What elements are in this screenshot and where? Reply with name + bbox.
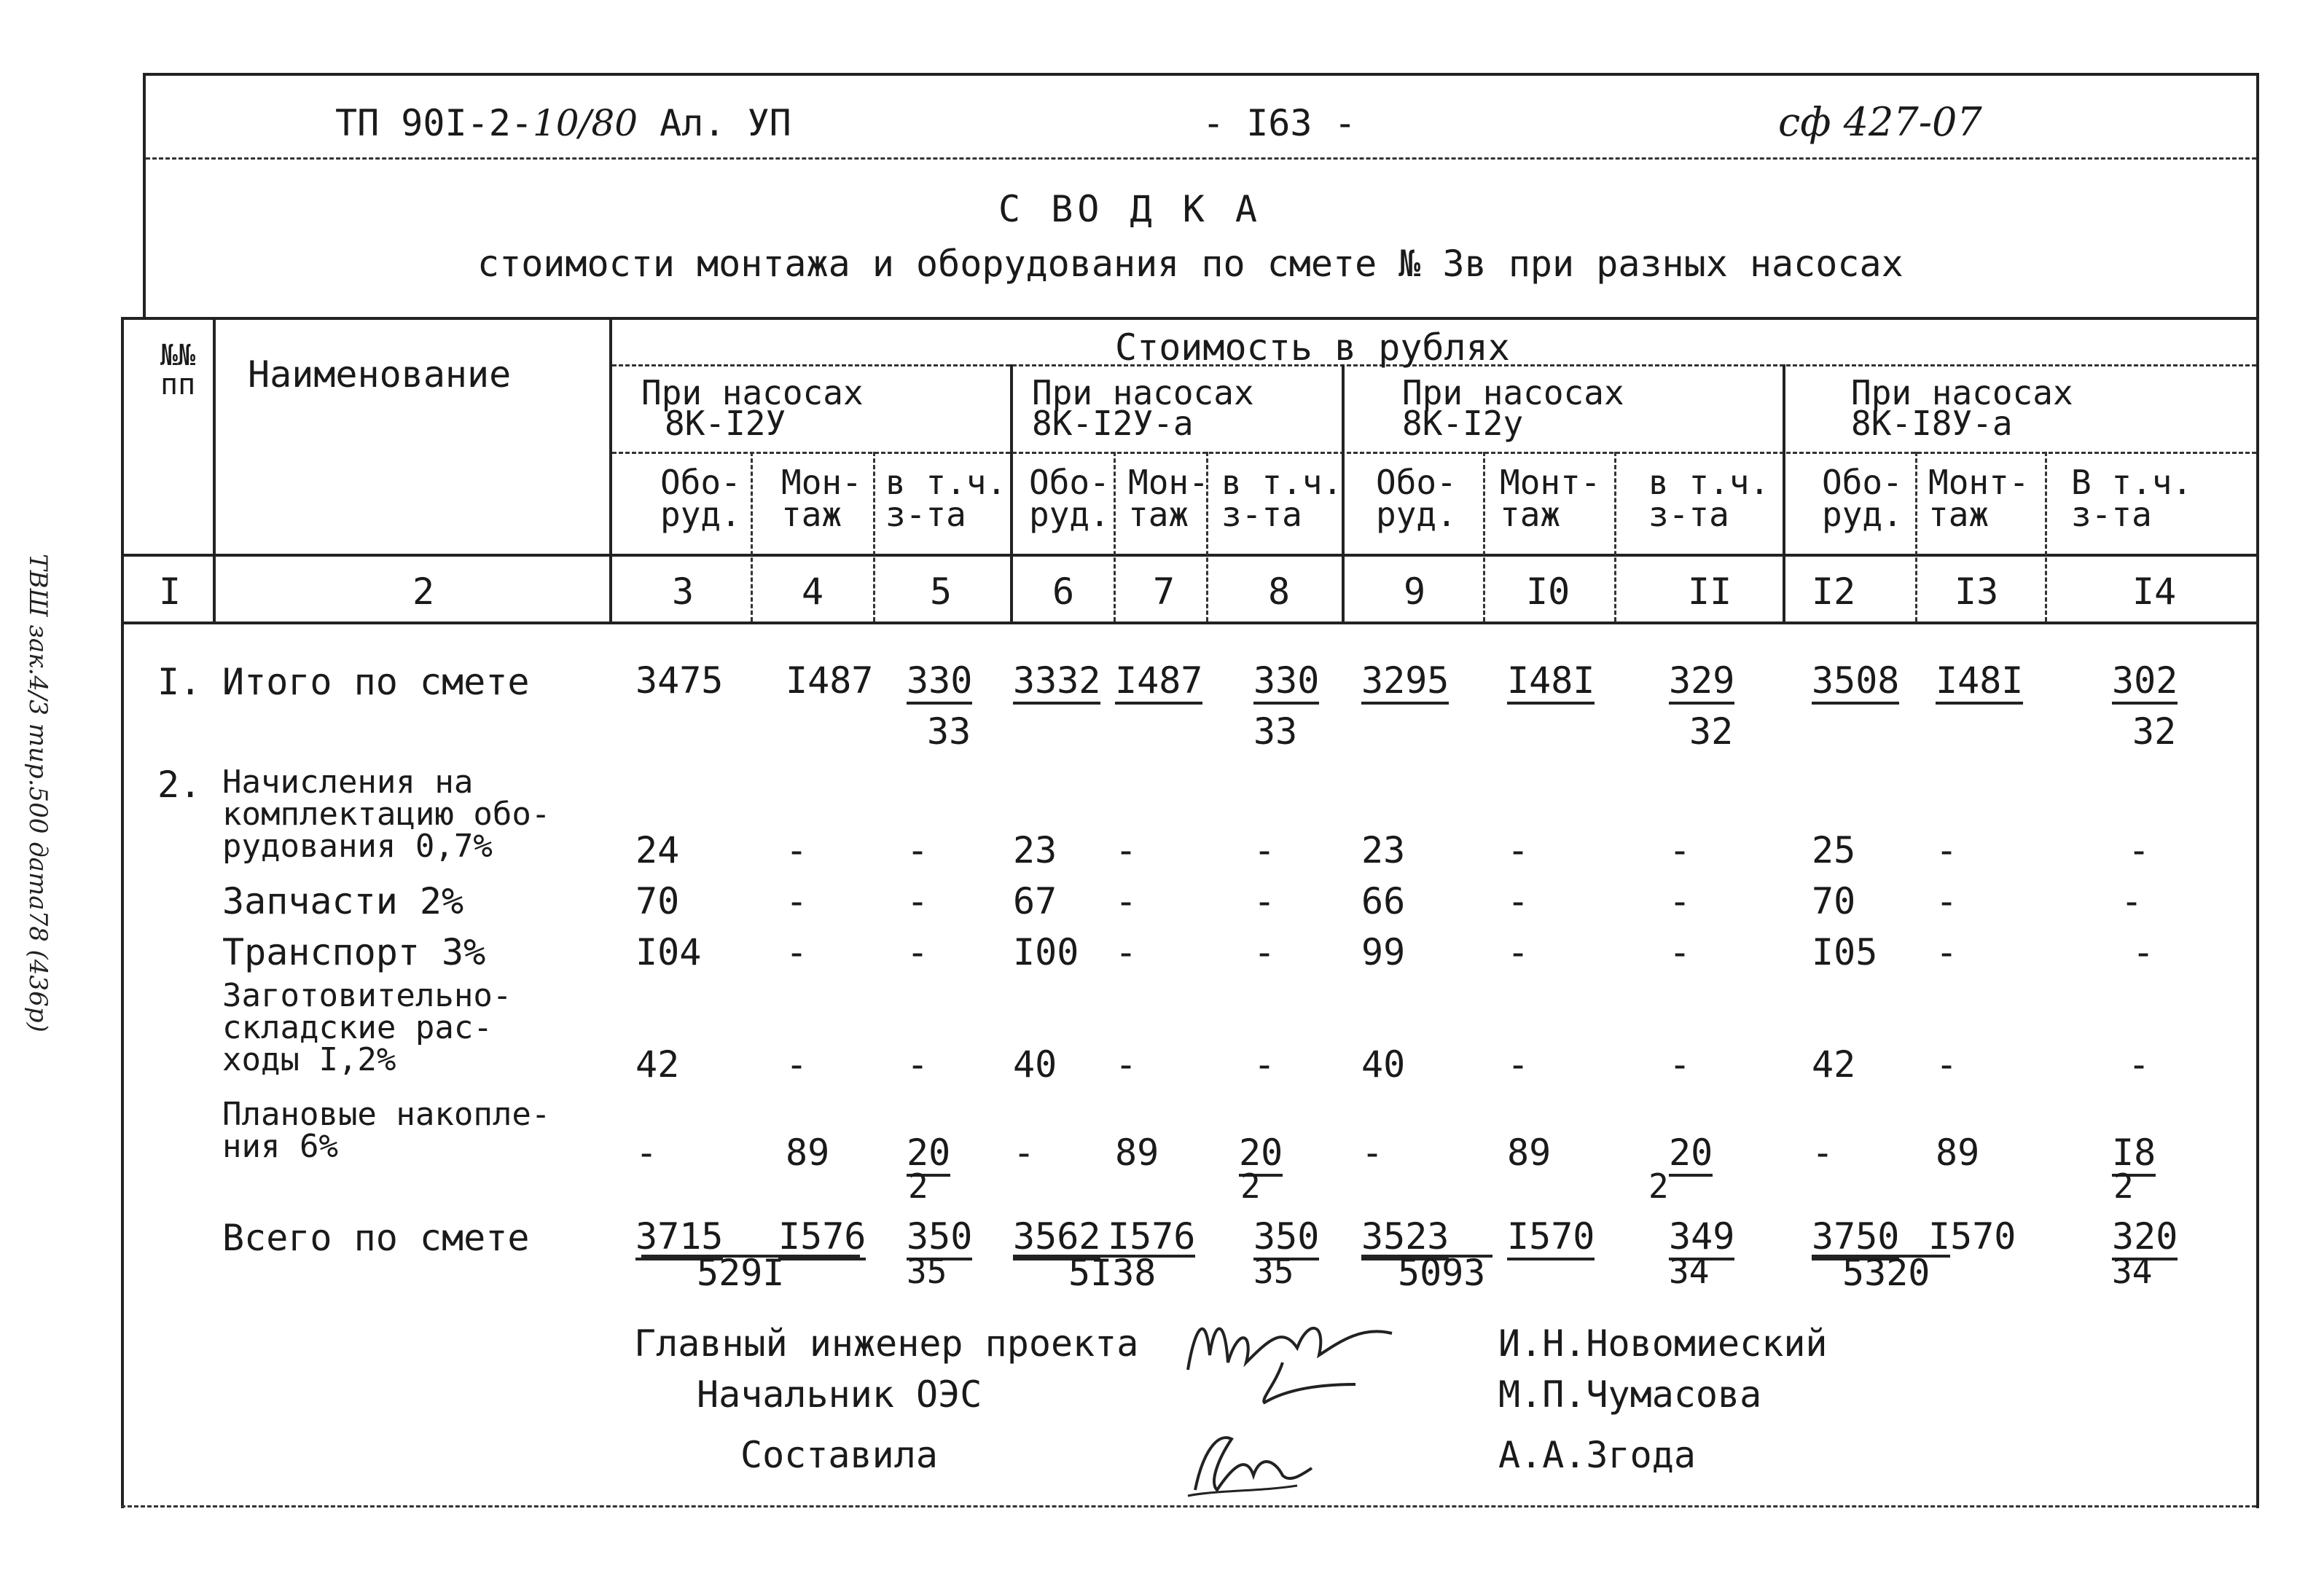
row-name: Всего по смете: [222, 1217, 530, 1259]
total-value: 5093: [1398, 1252, 1486, 1294]
document-code: сф 427-07: [1778, 99, 1982, 145]
signature-role: Главный инженер проекта: [634, 1322, 1139, 1365]
cell-subvalue: 34: [2112, 1252, 2153, 1291]
signature-name: И.Н.Новомиеский: [1498, 1322, 1828, 1365]
column-number: I3: [1955, 570, 1999, 613]
cell: -: [2132, 931, 2155, 973]
cell: -: [786, 931, 808, 973]
sub-header-1: Обо- руд.: [660, 463, 741, 534]
sub-header-9: в т.ч. з-та: [1648, 463, 1770, 534]
cell: I576: [1108, 1215, 1196, 1258]
cell: 320: [2112, 1215, 2178, 1260]
cell: 329: [1669, 659, 1734, 705]
total-value: 5I38: [1068, 1252, 1157, 1294]
cell: -: [1253, 931, 1276, 973]
album-label: Ал. УП: [660, 102, 791, 144]
cell-subvalue: 2: [1240, 1166, 1261, 1206]
cell: -: [1507, 880, 1530, 922]
cell: 349: [1669, 1215, 1734, 1260]
cell: -: [907, 931, 929, 973]
column-number-header: №№ пп: [160, 339, 196, 401]
project-code: ТП 90I-2-: [335, 102, 533, 144]
cost-header: Стоимость в рублях: [1115, 326, 1510, 369]
cell: 330: [907, 659, 972, 705]
column-name-header: Наименование: [248, 353, 512, 396]
pump-group-4-header: При насосах 8К-I8У-а: [1851, 373, 2073, 443]
cell-subvalue: 34: [1669, 1252, 1710, 1291]
cell-subvalue: 2: [2113, 1166, 2134, 1206]
signature-name: А.А.Згода: [1498, 1434, 1696, 1476]
cell: -: [907, 1043, 929, 1086]
signature-mark: [1173, 1282, 1421, 1406]
cell: -: [1936, 931, 1958, 973]
cell-subvalue: 2: [1648, 1166, 1669, 1206]
cell: 99: [1361, 931, 1406, 973]
signature-name: М.П.Чумасова: [1498, 1373, 1762, 1416]
cell: -: [1253, 880, 1276, 922]
sub-header-8: Монт- таж: [1500, 463, 1601, 534]
column-number: 7: [1153, 570, 1175, 613]
cell: 23: [1361, 829, 1406, 871]
cell: 3750: [1812, 1215, 1899, 1260]
cell: 89: [1507, 1132, 1552, 1174]
cell: -: [1936, 880, 1958, 922]
sub-header-4: Обо- руд.: [1029, 463, 1110, 534]
row-name: Итого по смете: [222, 661, 530, 703]
cell: 89: [1936, 1132, 1980, 1174]
cell: -: [1253, 1043, 1276, 1086]
column-number: I0: [1526, 570, 1570, 613]
cell: 40: [1013, 1043, 1057, 1086]
cell: -: [1936, 829, 1958, 871]
sub-header-2: Мон- таж: [781, 463, 862, 534]
cell: I576: [778, 1215, 866, 1260]
column-number: 4: [802, 570, 824, 613]
sub-header-6: в т.ч. з-та: [1221, 463, 1343, 534]
project-code-handwritten: 10/80: [532, 102, 638, 144]
column-number: II: [1688, 570, 1732, 613]
signature-role: Начальник ОЭС: [697, 1373, 982, 1416]
row-name: Запчасти 2%: [222, 880, 464, 922]
sub-header-11: Монт- таж: [1928, 463, 2030, 534]
cell: I487: [786, 659, 874, 702]
cell: -: [1812, 1132, 1834, 1174]
cell: 20: [1239, 1132, 1283, 1177]
cell: 89: [786, 1132, 830, 1174]
cell: -: [2128, 829, 2151, 871]
column-number: 3: [672, 570, 695, 613]
cell: 23: [1013, 829, 1057, 871]
cell: -: [1507, 1043, 1530, 1086]
cell-subvalue: 33: [927, 710, 971, 753]
cell: I48I: [1936, 659, 2023, 705]
cell: 42: [635, 1043, 680, 1086]
cell: I570: [1507, 1215, 1595, 1260]
cell: -: [1669, 829, 1691, 871]
cell: -: [1936, 1043, 1958, 1086]
cell: -: [1115, 880, 1138, 922]
cell: 70: [635, 880, 680, 922]
cell: -: [1115, 829, 1138, 871]
cell: 350: [907, 1215, 972, 1260]
cell: 330: [1253, 659, 1319, 705]
sub-header-12: В т.ч. з-та: [2071, 463, 2193, 534]
cell: 3295: [1361, 659, 1449, 705]
cell-subvalue: 32: [1689, 710, 1734, 753]
pump-group-3-header: При насосах 8К-I2у: [1402, 373, 1624, 443]
sub-header-5: Мон- таж: [1128, 463, 1209, 534]
cell: 3715: [635, 1215, 723, 1260]
cell: -: [786, 880, 808, 922]
document-subtitle: стоимости монтажа и оборудования по смете № 3в при разных насосах: [477, 243, 1904, 285]
cell: 66: [1361, 880, 1406, 922]
cell: -: [1361, 1132, 1384, 1174]
cell: -: [907, 829, 929, 871]
cell: I05: [1812, 931, 1878, 973]
cell: -: [786, 1043, 808, 1086]
cell: 3475: [635, 659, 724, 702]
cell: I570: [1928, 1215, 2016, 1258]
total-value: 5320: [1842, 1252, 1930, 1294]
cell: 302: [2112, 659, 2178, 705]
cell-subvalue: 32: [2132, 710, 2177, 753]
cell: -: [1013, 1132, 1036, 1174]
column-number: 9: [1404, 570, 1426, 613]
cell-subvalue: 35: [1253, 1252, 1294, 1291]
cell: 20: [1669, 1132, 1713, 1177]
cell: -: [1253, 829, 1276, 871]
signature-mark: [1173, 1410, 1319, 1505]
cell: -: [2121, 880, 2143, 922]
cell: I487: [1115, 659, 1202, 705]
cell: 42: [1812, 1043, 1856, 1086]
document-title: С ВО Д К А: [998, 188, 1262, 230]
cell: -: [2128, 1043, 2151, 1086]
cell: -: [1669, 1043, 1691, 1086]
row-number: 2.: [157, 764, 202, 806]
cell: 89: [1115, 1132, 1159, 1174]
cell: 67: [1013, 880, 1057, 922]
cell: 3562: [1013, 1215, 1100, 1260]
cell-subvalue: 35: [907, 1252, 947, 1291]
cell: I04: [635, 931, 702, 973]
cell: -: [635, 1132, 658, 1174]
cell: -: [1669, 880, 1691, 922]
cell: I48I: [1507, 659, 1595, 705]
cell: 25: [1812, 829, 1856, 871]
cell: I8: [2112, 1132, 2156, 1177]
column-number: I: [159, 570, 181, 613]
cell: I00: [1013, 931, 1079, 973]
cell-subvalue: 33: [1253, 710, 1298, 753]
row-name: Плановые накопле- ния 6%: [222, 1096, 551, 1165]
pump-group-2-header: При насосах 8К-I2У-а: [1032, 373, 1254, 443]
cell: -: [1507, 829, 1530, 871]
sub-header-10: Обо- руд.: [1822, 463, 1903, 534]
cell: -: [907, 880, 929, 922]
signature-role: Составила: [740, 1434, 938, 1476]
cell: 20: [907, 1132, 950, 1177]
cell: -: [1507, 931, 1530, 973]
column-number: I2: [1812, 570, 1856, 613]
column-number: 8: [1268, 570, 1291, 613]
column-number: 5: [930, 570, 952, 613]
cell: -: [1115, 931, 1138, 973]
column-number: I4: [2132, 570, 2177, 613]
sub-header-7: Обо- руд.: [1376, 463, 1457, 534]
pump-group-1-header: При насосах 8К-I2У: [641, 373, 864, 443]
cell: 40: [1361, 1043, 1406, 1086]
cell: 3332: [1013, 659, 1100, 705]
row-name: Заготовительно- складские рас- ходы I,2%: [222, 977, 512, 1078]
cell: -: [1115, 1043, 1138, 1086]
page-number: - I63 -: [1202, 102, 1356, 144]
row-name: Транспорт 3%: [222, 931, 486, 973]
row-name: Начисления на комплектацию обо- рудования 0,7%: [222, 764, 551, 865]
cell: -: [786, 829, 808, 871]
cell: 350: [1253, 1215, 1319, 1260]
cell: 24: [635, 829, 680, 871]
total-value: 529I: [697, 1252, 785, 1294]
row-number: I.: [157, 661, 202, 703]
sub-header-3: в т.ч. з-та: [885, 463, 1007, 534]
cell: 70: [1812, 880, 1856, 922]
cell: -: [1669, 931, 1691, 973]
column-number: 6: [1052, 570, 1075, 613]
cell: 3508: [1812, 659, 1899, 705]
side-stamp: ТВШ зак.4/3 тир.500 дата78 (436р): [23, 554, 52, 1032]
column-number: 2: [412, 570, 435, 613]
cell: 3523: [1361, 1215, 1449, 1260]
cell-subvalue: 2: [908, 1166, 928, 1206]
